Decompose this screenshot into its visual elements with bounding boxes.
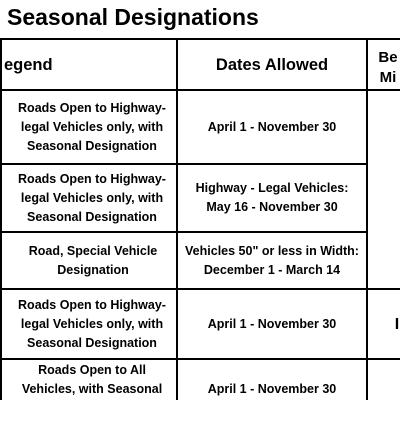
row-2-dates-text: Highway - Legal Vehicles: May 16 - November 30	[195, 181, 349, 214]
header-partial-line2: Mi	[379, 69, 397, 86]
row-3-description	[18, 233, 168, 288]
row-4-description-text: Roads Open to Highway-legal Vehicles only, with Seasonal Designation	[18, 297, 166, 350]
row-5-description	[14, 360, 170, 421]
header-dates-allowed	[178, 40, 366, 89]
row-3-dates	[178, 233, 366, 288]
row-4-partial	[390, 290, 400, 358]
row-1-description-text: Roads Open to Highway-legal Vehicles only, with Seasonal Designation	[18, 100, 166, 153]
row-2-description	[10, 165, 174, 231]
row-5-dates-text: April 1 - November 30	[207, 382, 337, 396]
header-legend-text: egend	[4, 55, 53, 74]
row-4-dates-text: April 1 - November 30	[207, 316, 337, 331]
row-1-dates	[178, 91, 366, 163]
page-title: Seasonal Designations	[7, 4, 259, 30]
row-4-partial-text: I	[394, 315, 400, 333]
row-1-dates-text: April 1 - November 30	[207, 119, 337, 134]
row-3-dates-text: Vehicles 50" or less in Width: December 1 - March 14	[185, 243, 359, 277]
header-partial-line1: Be	[378, 49, 398, 66]
row-4-dates	[178, 290, 366, 358]
row-2-description-text: Roads Open to Highway-legal Vehicles only, with Seasonal Designation	[18, 171, 166, 224]
legend-icon-column-border	[0, 38, 2, 400]
row-5-description-text: Roads Open to All Vehicles, with Seasonal	[21, 363, 163, 396]
row-2-dates	[178, 165, 366, 231]
row-3-description-text: Road, Special Vehicle Designation	[28, 243, 158, 277]
header-partial-column	[368, 40, 400, 97]
header-dates-allowed-text: Dates Allowed	[215, 55, 329, 74]
row-4-description	[10, 290, 174, 358]
row-5-dates	[178, 380, 366, 404]
row-1-description	[10, 91, 174, 163]
header-legend	[4, 40, 174, 89]
